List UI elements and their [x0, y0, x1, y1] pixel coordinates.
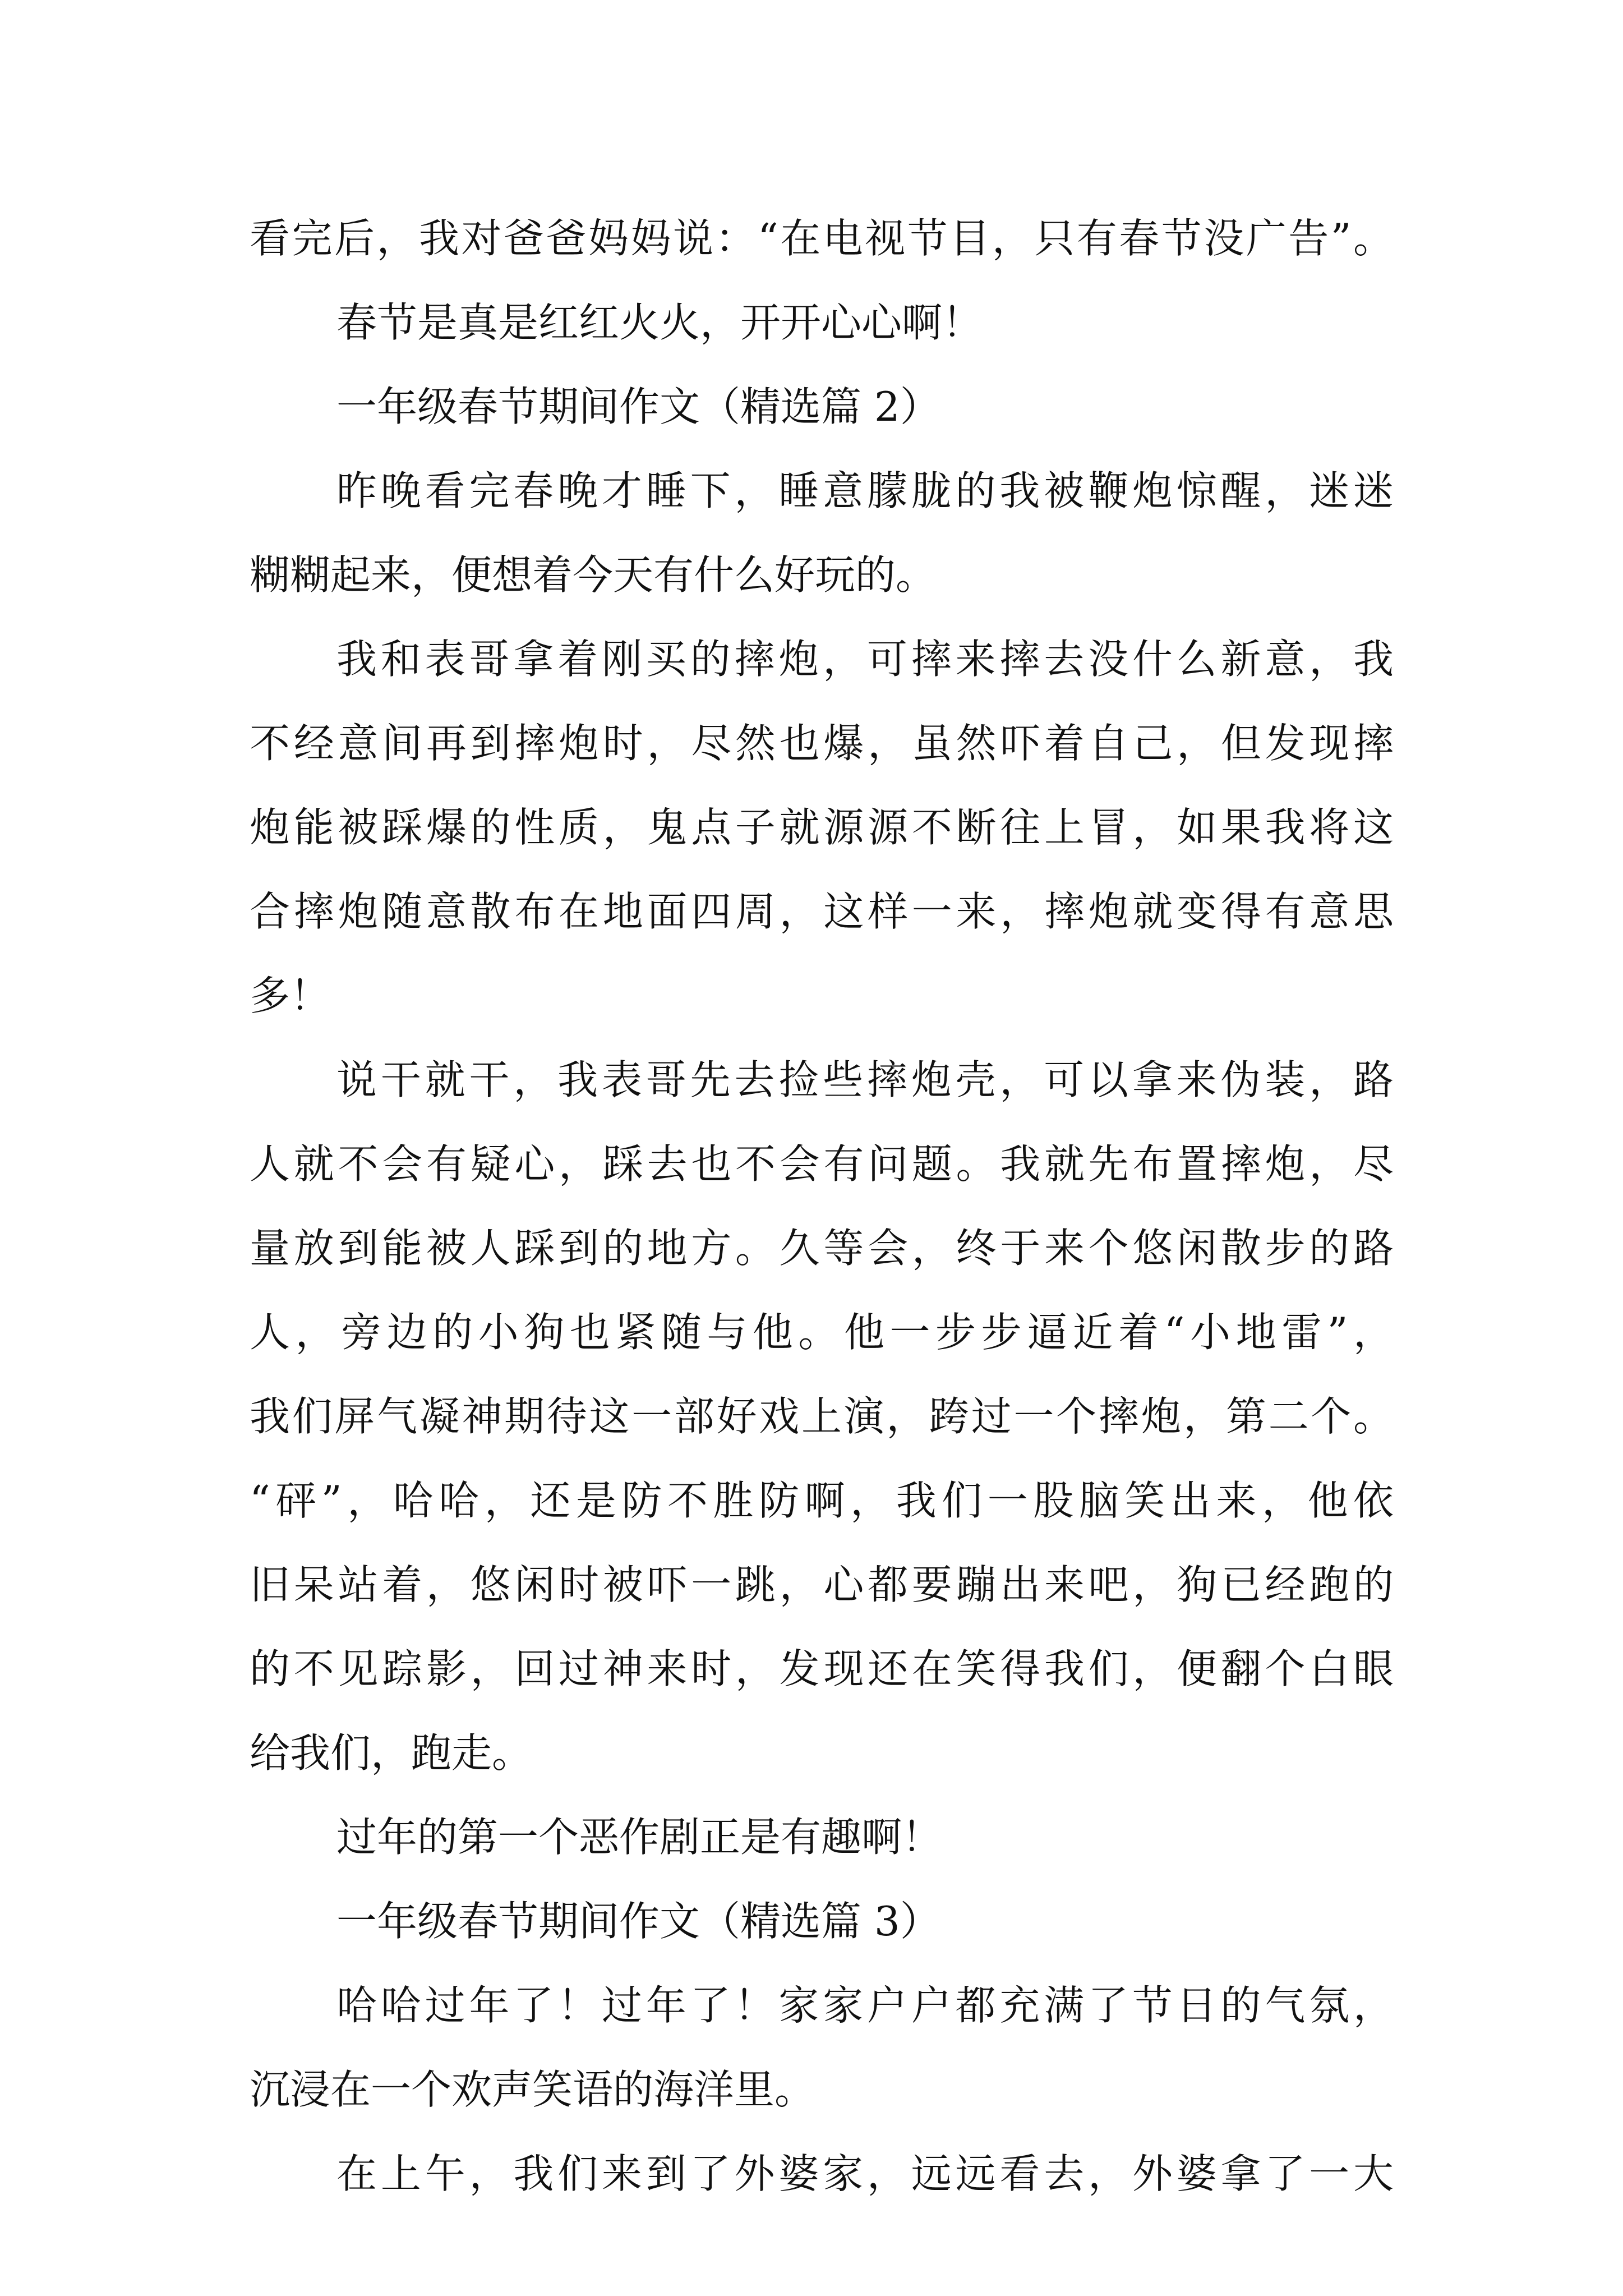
text-line: 一年级春节期间作文（精选篇 2）	[336, 383, 940, 430]
text-line: 给我们，跑走。	[250, 1729, 533, 1777]
text-line: 沉浸在一个欢声笑语的海洋里。	[250, 2066, 815, 2113]
text-line: 旧呆站着，悠闲时被吓一跳，心都要蹦出来吧，狗已经跑的	[250, 1561, 1394, 1608]
text-line: 量放到能被人踩到的地方。久等会，终于来个悠闲散步的路	[250, 1225, 1394, 1272]
text-line: 不经意间再到摔炮时，尽然也爆，虽然吓着自己，但发现摔	[250, 720, 1394, 767]
text-line: 糊糊起来，便想着今天有什么好玩的。	[250, 551, 937, 599]
text-line: 多！	[250, 972, 331, 1019]
text-line: 一年级春节期间作文（精选篇 3）	[336, 1898, 940, 1945]
text-line: “砰”，哈哈，还是防不胜防啊，我们一股脑笑出来，他依	[250, 1477, 1394, 1524]
text-line: 合摔炮随意散布在地面四周，这样一来，摔炮就变得有意思	[250, 888, 1394, 935]
text-line: 我和表哥拿着刚买的摔炮，可摔来摔去没什么新意，我	[336, 636, 1394, 683]
text-line: 人，旁边的小狗也紧随与他。他一步步逼近着“小地雷”，	[250, 1309, 1394, 1356]
text-line: 过年的第一个恶作剧正是有趣啊！	[336, 1814, 943, 1861]
text-line: 我们屏气凝神期待这一部好戏上演，跨过一个摔炮，第二个。	[250, 1393, 1394, 1440]
text-line: 春节是真是红红火火，开开心心啊！	[336, 299, 983, 346]
text-line: 人就不会有疑心，踩去也不会有问题。我就先布置摔炮，尽	[250, 1140, 1394, 1188]
text-line: 的不见踪影，回过神来时，发现还在笑得我们，便翻个白眼	[250, 1645, 1394, 1692]
document-body	[250, 196, 1394, 2216]
text-line: 看完后，我对爸爸妈妈说：“在电视节目，只有春节没广告”。	[250, 215, 1394, 262]
text-line: 炮能被踩爆的性质，鬼点子就源源不断往上冒，如果我将这	[250, 804, 1394, 851]
text-line: 说干就干，我表哥先去捡些摔炮壳，可以拿来伪装，路	[336, 1056, 1394, 1103]
text-line: 昨晚看完春晚才睡下，睡意朦胧的我被鞭炮惊醒，迷迷	[336, 467, 1394, 514]
text-line: 在上午，我们来到了外婆家，远远看去，外婆拿了一大	[336, 2150, 1394, 2197]
text-line: 哈哈过年了！过年了！家家户户都充满了节日的气氛，	[336, 1982, 1394, 2029]
